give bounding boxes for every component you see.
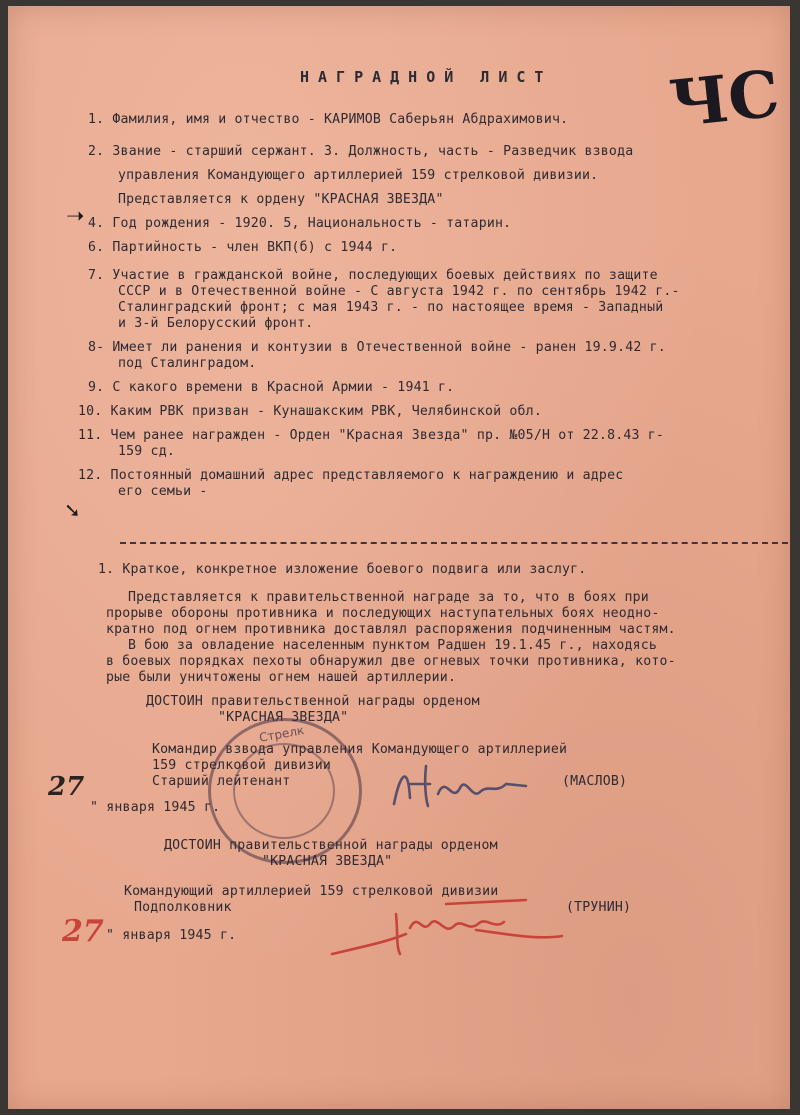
item-2-position-cont: управления Командующего артиллерией 159 стрелковой дивизии. <box>118 168 599 183</box>
signer-1-rank: Старший лейтенант <box>152 774 291 789</box>
award-sheet <box>8 6 790 1109</box>
signer-2-day-handwritten: 27 <box>62 914 104 949</box>
margin-arrow-mark: ➝ <box>66 204 85 229</box>
item-11-previous-awards: 11. Чем ранее награжден - Орден "Красная Звезда" пр. №05/Н от 22.8.43 г- <box>78 428 665 443</box>
item-4-birth-nationality: 4. Год рождения - 1920. 5, Национальность - татарин. <box>88 216 512 231</box>
verdict-1-line-2: "КРАСНАЯ ЗВЕЗДА" <box>218 710 349 725</box>
signature-trunin <box>326 894 566 966</box>
feat-heading: 1. Краткое, конкретное изложение боевого подвига или заслуг. <box>98 562 587 577</box>
signer-2-position: Командующий артиллерией 159 стрелковой дивизии <box>124 884 499 899</box>
feat-line-2: прорыве обороны противника и последующих наступательных боях неодно- <box>106 606 660 621</box>
item-9-army-since: 9. С какого времени в Красной Армии - 1941 г. <box>88 380 455 395</box>
signer-1-unit: 159 стрелковой дивизии <box>152 758 332 773</box>
signature-maslov <box>386 754 536 814</box>
feat-line-6: рые были уничтожены огнем нашей артиллерии. <box>106 670 457 685</box>
feat-line-4: В бою за овладение населенным пунктом Радшен 19.1.45 г., находясь <box>128 638 658 653</box>
feat-line-1: Представляется к правительственной награде за то, что в боях при <box>128 590 649 605</box>
signer-1-position: Командир взвода управления Командующего артиллерией <box>152 742 568 757</box>
item-12-line-2: его семьи - <box>118 484 208 499</box>
item-6-party: 6. Партийность - член ВКП(б) с 1944 г. <box>88 240 398 255</box>
verdict-2-line-1: ДОСТОИН правительственной награды орденом <box>164 838 498 853</box>
item-11-line-2: 159 сд. <box>118 444 175 459</box>
document-title: НАГРАДНОЙ ЛИСТ <box>300 68 553 86</box>
item-8-line-2: под Сталинградом. <box>118 356 257 371</box>
feat-line-3: кратно под огнем противника доставлял распоряжения подчиненным частям. <box>106 622 676 637</box>
verdict-1-line-1: ДОСТОИН правительственной награды орденом <box>146 694 480 709</box>
signer-2-date: " января 1945 г. <box>106 928 237 943</box>
item-2-rank-position: 2. Звание - старший сержант. 3. Должность, часть - Разведчик взвода <box>88 144 634 159</box>
verdict-2-line-2: "КРАСНАЯ ЗВЕЗДА" <box>262 854 393 869</box>
item-1-full-name: 1. Фамилия, имя и отчество - КАРИМОВ Саберьян Абдрахимович. <box>88 112 569 127</box>
item-12-home-address: 12. Постоянный домашний адрес представляемого к награждению и адрес <box>78 468 624 483</box>
item-7-line-3: Сталинградский фронт; с мая 1943 г. - по настоящее время - Западный <box>118 300 664 315</box>
item-7-line-4: и 3-й Белорусский фронт. <box>118 316 314 331</box>
item-8-wounds: 8- Имеет ли ранения и контузии в Отечественной войне - ранен 19.9.42 г. <box>88 340 666 355</box>
signer-2-name: (ТРУНИН) <box>566 900 632 915</box>
margin-arrow-mark-2: ➘ <box>64 498 81 522</box>
item-7-line-2: СССР и в Отечественной войне - С августа 1942 г. по сентябрь 1942 г.- <box>118 284 680 299</box>
corner-handwritten-mark: ЧС <box>666 56 783 143</box>
feat-line-5: в боевых порядках пехоты обнаружил две огневых точки противника, кото- <box>106 654 676 669</box>
signer-2-rank: Подполковник <box>134 900 232 915</box>
item-7-participation: 7. Участие в гражданской войне, последующих боевых действиях по защите <box>88 268 658 283</box>
section-divider <box>120 542 788 544</box>
signer-1-day-handwritten: 27 <box>48 772 85 802</box>
item-10-draft-office: 10. Каким РВК призван - Кунашакским РВК, Челябинской обл. <box>78 404 542 419</box>
item-2-award-nomination: Представляется к ордену "КРАСНАЯ ЗВЕЗДА" <box>118 192 444 207</box>
signer-1-date: " января 1945 г. <box>90 800 221 815</box>
signer-1-name: (МАСЛОВ) <box>562 774 628 789</box>
seal-text: Стрелк <box>258 723 306 745</box>
